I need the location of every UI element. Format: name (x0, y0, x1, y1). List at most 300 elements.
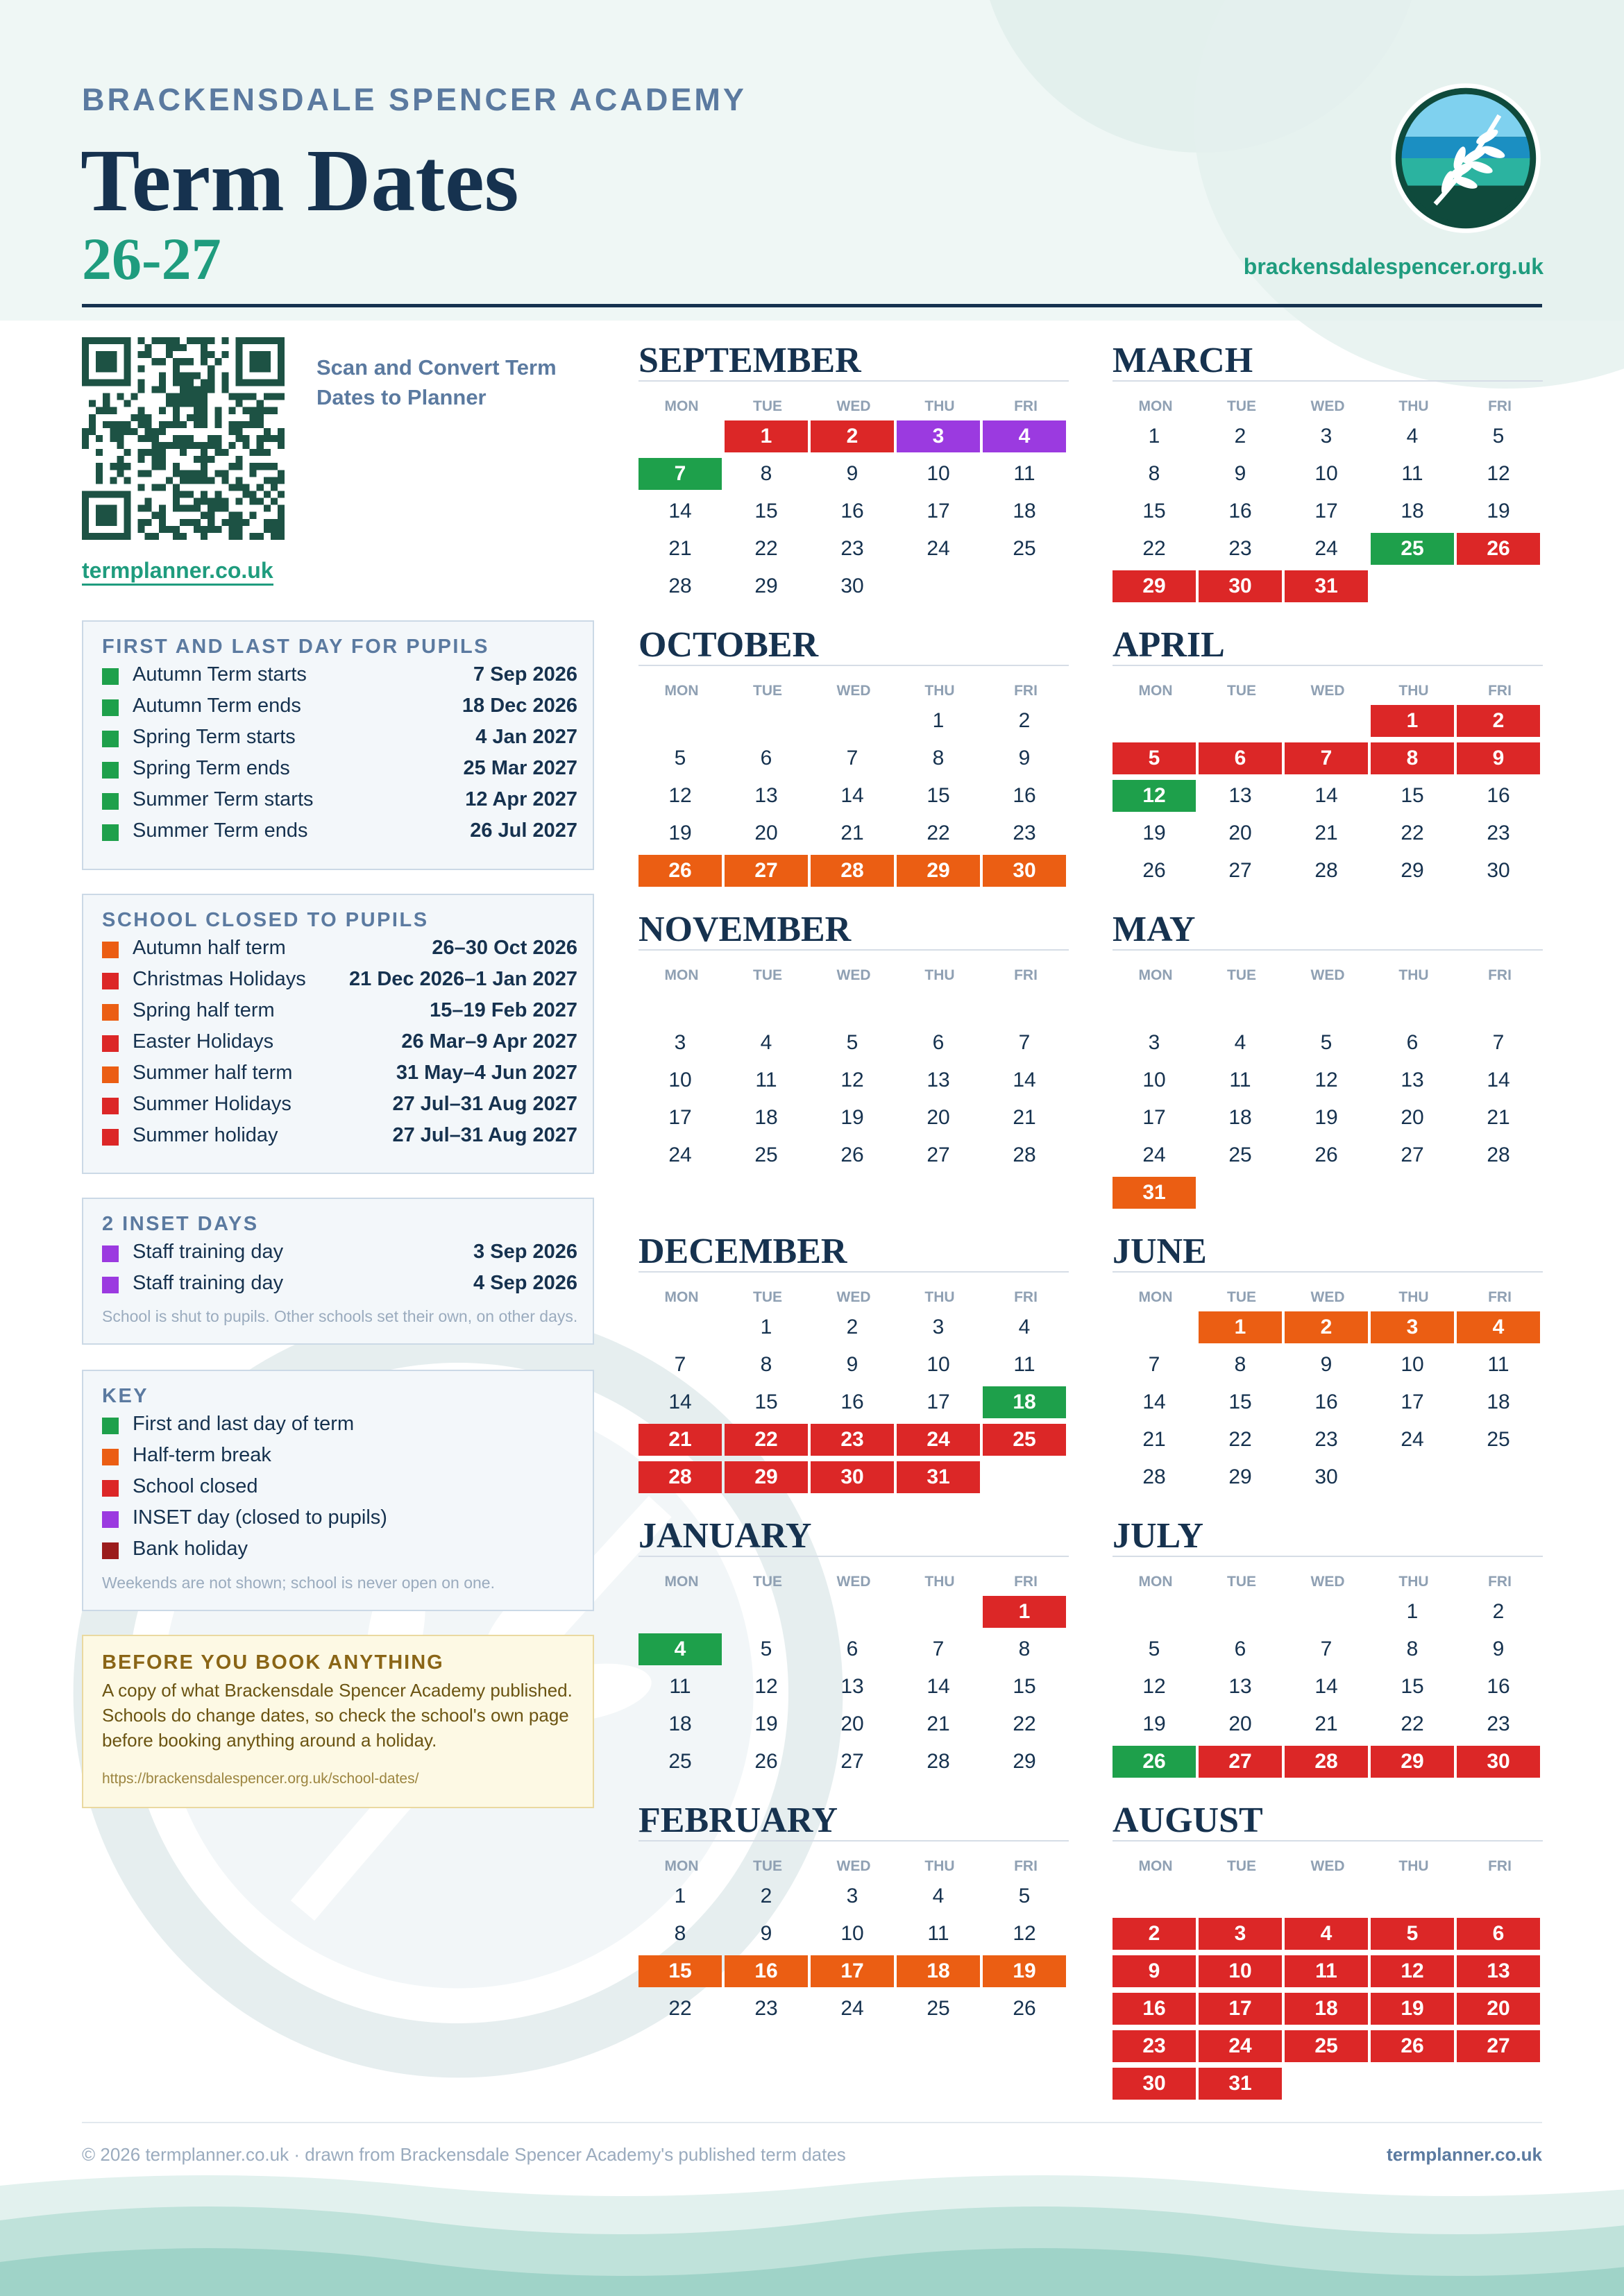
month-divider (1113, 1271, 1543, 1273)
weekday-header: FRI (1014, 1574, 1038, 1590)
weekday-header: TUE (1227, 1289, 1256, 1305)
color-swatch (102, 793, 119, 810)
calendar-day: 17 (1142, 1106, 1166, 1129)
calendar-day: 3 (846, 1885, 858, 1907)
calendar-day: 11 (1013, 1353, 1035, 1376)
month-name: APRIL (1113, 625, 1225, 665)
legend-date: 7 Sep 2026 (473, 663, 577, 686)
legend-date: 4 Jan 2027 (475, 726, 577, 748)
calendar-day: 2 (1457, 705, 1540, 737)
calendar-day: 25 (1013, 537, 1036, 560)
qr-caption: Scan and Convert Term Dates to Planner (316, 355, 557, 410)
weekday-header: FRI (1488, 1574, 1512, 1590)
calendar-day: 20 (1457, 1993, 1540, 2025)
calendar-day: 25 (668, 1750, 692, 1773)
page-title: Term Dates (81, 131, 519, 230)
calendar-day: 22 (927, 822, 950, 844)
calendar-day: 15 (1142, 500, 1166, 522)
weekday-header: THU (924, 1289, 955, 1305)
calendar-day: 21 (1314, 1712, 1338, 1735)
calendar-day: 17 (1401, 1391, 1424, 1413)
month-march (1113, 343, 1543, 634)
calendar-day: 13 (840, 1675, 864, 1698)
calendar-day: 13 (1457, 1955, 1540, 1987)
weekday-header: TUE (753, 1289, 782, 1305)
weekday-header: THU (1398, 967, 1429, 983)
calendar-day: 19 (1314, 1106, 1338, 1129)
calendar-day: 29 (1113, 570, 1196, 602)
calendar-day: 26 (1013, 1997, 1036, 2020)
weekday-header: THU (924, 398, 955, 414)
calendar-day: 16 (1487, 784, 1510, 807)
calendar-day: 23 (1113, 2030, 1196, 2062)
legend-label: Summer half term (133, 1062, 293, 1084)
weekday-header: TUE (753, 683, 782, 699)
weekday-header: TUE (1227, 683, 1256, 699)
legend-row (102, 757, 577, 785)
legend-row (102, 968, 577, 996)
month-divider (1113, 380, 1543, 382)
weekday-header: TUE (753, 1574, 782, 1590)
color-swatch (102, 668, 119, 685)
weekday-header: WED (1310, 1574, 1345, 1590)
calendar-day: 26 (1371, 2030, 1454, 2062)
calendar-day: 26 (638, 855, 722, 887)
month-name: SEPTEMBER (638, 341, 861, 380)
weekday-header: MON (664, 1858, 699, 1874)
weekday-header: WED (836, 683, 871, 699)
calendar-day: 16 (1487, 1675, 1510, 1698)
calendar-day: 29 (897, 855, 980, 887)
calendar-day: 2 (1018, 709, 1031, 732)
calendar-day: 29 (725, 1461, 808, 1493)
legend-label: Summer Term ends (133, 819, 308, 842)
calendar-day: 2 (1492, 1600, 1505, 1623)
calendar-day: 23 (1013, 822, 1036, 844)
weekday-header: WED (1310, 1858, 1345, 1874)
calendar-day: 31 (1285, 570, 1368, 602)
calendar-day: 23 (1487, 1712, 1510, 1735)
calendar-day: 21 (1487, 1106, 1510, 1129)
calendar-day: 30 (1457, 1746, 1540, 1778)
month-october (638, 627, 1069, 919)
calendar-day: 10 (1314, 462, 1338, 485)
month-name: OCTOBER (638, 625, 819, 665)
weekday-header: FRI (1014, 398, 1038, 414)
legend-label: School closed (133, 1475, 258, 1497)
calendar-day: 19 (1142, 822, 1166, 844)
calendar-day: 18 (1228, 1106, 1252, 1129)
panel-heading: FIRST AND LAST DAY FOR PUPILS (102, 636, 490, 658)
legend-row (102, 1538, 577, 1565)
color-swatch (102, 731, 119, 747)
calendar-day: 24 (668, 1143, 692, 1166)
month-december (638, 1234, 1069, 1525)
calendar-day: 22 (1142, 537, 1166, 560)
calendar-day: 15 (754, 1391, 778, 1413)
legend-row (102, 788, 577, 816)
calendar-day: 6 (932, 1031, 945, 1054)
calendar-day: 14 (927, 1675, 950, 1698)
calendar-day: 18 (1285, 1993, 1368, 2025)
color-swatch (102, 699, 119, 716)
weekday-header: TUE (753, 1858, 782, 1874)
calendar-day: 8 (760, 462, 772, 485)
calendar-day: 28 (811, 855, 894, 887)
calendar-day: 25 (983, 1424, 1066, 1456)
calendar-day: 13 (1401, 1069, 1424, 1091)
calendar-day: 14 (1487, 1069, 1510, 1091)
legend-row (102, 999, 577, 1027)
calendar-day: 11 (669, 1675, 691, 1698)
color-swatch (102, 1511, 119, 1528)
calendar-day: 26 (1113, 1746, 1196, 1778)
calendar-day: 22 (725, 1424, 808, 1456)
calendar-day: 27 (1401, 1143, 1424, 1166)
legend-date: 26–30 Oct 2026 (432, 937, 577, 959)
month-august (1113, 1803, 1543, 2094)
calendar-day: 15 (1228, 1391, 1252, 1413)
weekday-header: THU (924, 1574, 955, 1590)
calendar-day: 23 (811, 1424, 894, 1456)
warning-url-link[interactable]: https://brackensdalespencer.org.uk/school-dates/ (102, 1771, 419, 1787)
month-divider (638, 1271, 1069, 1273)
calendar-day: 2 (1113, 1918, 1196, 1950)
legend-label: Spring half term (133, 999, 275, 1021)
legend-date: 18 Dec 2026 (462, 695, 577, 717)
footer-link[interactable]: termplanner.co.uk (1387, 2144, 1542, 2165)
calendar-day: 1 (1371, 705, 1454, 737)
calendar-day: 5 (1492, 425, 1505, 448)
calendar-day: 20 (754, 822, 778, 844)
panel-heading: 2 INSET DAYS (102, 1213, 259, 1235)
calendar-day: 19 (668, 822, 692, 844)
calendar-day: 13 (754, 784, 778, 807)
calendar-day: 12 (1314, 1069, 1338, 1091)
calendar-day: 19 (1487, 500, 1510, 522)
weekday-header: WED (836, 967, 871, 983)
weekday-header: THU (1398, 683, 1429, 699)
calendar-day: 12 (1371, 1955, 1454, 1987)
calendar-day: 1 (674, 1885, 686, 1907)
school-name: BRACKENSDALE SPENCER ACADEMY (82, 82, 747, 117)
weekday-header: MON (1138, 1574, 1173, 1590)
calendar-day: 22 (1013, 1712, 1036, 1735)
calendar-day: 30 (840, 575, 864, 597)
weekday-header: TUE (753, 398, 782, 414)
calendar-day: 24 (1142, 1143, 1166, 1166)
weekday-header: TUE (1227, 967, 1256, 983)
color-swatch (102, 1542, 119, 1559)
legend-row (102, 1062, 577, 1089)
calendar-day: 4 (638, 1633, 722, 1665)
month-may (1113, 912, 1543, 1203)
legend-label: Summer Holidays (133, 1093, 291, 1115)
school-website-link[interactable]: brackensdalespencer.org.uk (1243, 254, 1543, 279)
legend-label: Easter Holidays (133, 1030, 274, 1053)
calendar-day: 25 (754, 1143, 778, 1166)
calendar-day: 31 (1113, 1177, 1196, 1209)
inset-days-panel (82, 1198, 594, 1345)
calendar-day: 6 (1457, 1918, 1540, 1950)
month-january (638, 1518, 1069, 1810)
weekday-header: MON (664, 1574, 699, 1590)
calendar-day: 7 (1492, 1031, 1505, 1054)
month-name: MAY (1113, 910, 1196, 949)
calendar-day: 10 (840, 1922, 864, 1945)
legend-date: 27 Jul–31 Aug 2027 (392, 1093, 577, 1115)
month-divider (1113, 1840, 1543, 1842)
calendar-day: 7 (1320, 1638, 1333, 1660)
calendar-day: 25 (1285, 2030, 1368, 2062)
calendar-day: 6 (846, 1638, 858, 1660)
calendar-day: 21 (1142, 1428, 1166, 1451)
calendar-day: 8 (760, 1353, 772, 1376)
calendar-day: 25 (1371, 533, 1454, 565)
legend-label: Christmas Holidays (133, 968, 306, 990)
calendar-day: 11 (1487, 1353, 1509, 1376)
calendar-day: 6 (1199, 742, 1282, 774)
calendar-day: 9 (1492, 1638, 1505, 1660)
legend-row (102, 1093, 577, 1121)
calendar-day: 7 (1018, 1031, 1031, 1054)
calendar-day: 29 (754, 575, 778, 597)
calendar-day: 12 (1487, 462, 1510, 485)
calendar-day: 6 (760, 747, 772, 769)
calendar-day: 10 (1401, 1353, 1424, 1376)
calendar-day: 4 (1457, 1311, 1540, 1343)
weekday-header: FRI (1488, 683, 1512, 699)
legend-row (102, 1475, 577, 1503)
weekday-header: FRI (1488, 398, 1512, 414)
calendar-day: 7 (1285, 742, 1368, 774)
calendar-day: 3 (1199, 1918, 1282, 1950)
calendar-day: 1 (983, 1596, 1066, 1628)
calendar-day: 28 (927, 1750, 950, 1773)
calendar-day: 21 (1013, 1106, 1036, 1129)
calendar-day: 29 (1013, 1750, 1036, 1773)
weekday-header: WED (836, 1858, 871, 1874)
weekday-header: FRI (1014, 1289, 1038, 1305)
calendar-day: 2 (811, 420, 894, 452)
calendar-day: 5 (1018, 1885, 1031, 1907)
legend-label: Summer Term starts (133, 788, 314, 810)
calendar-day: 22 (754, 537, 778, 560)
calendar-day: 16 (1228, 500, 1252, 522)
calendar-day: 19 (754, 1712, 778, 1735)
calendar-day: 21 (1314, 822, 1338, 844)
month-september (638, 343, 1069, 634)
calendar-day: 10 (668, 1069, 692, 1091)
calendar-day: 21 (668, 537, 692, 560)
calendar-day: 20 (840, 1712, 864, 1735)
calendar-day: 4 (1285, 1918, 1368, 1950)
legend-row (102, 695, 577, 722)
calendar-day: 17 (668, 1106, 692, 1129)
month-july (1113, 1518, 1543, 1810)
calendar-day: 12 (1142, 1675, 1166, 1698)
legend-label: Autumn half term (133, 937, 286, 959)
weekday-header: MON (664, 967, 699, 983)
calendar-day: 12 (1013, 1922, 1036, 1945)
calendar-day: 24 (1401, 1428, 1424, 1451)
color-swatch (102, 1035, 119, 1052)
calendar-day: 6 (1406, 1031, 1419, 1054)
calendar-day: 2 (1285, 1311, 1368, 1343)
calendar-day: 26 (1142, 859, 1166, 882)
weekday-header: MON (664, 1289, 699, 1305)
key-note: Weekends are not shown; school is never open on one. (102, 1574, 495, 1592)
legend-label: Autumn Term ends (133, 695, 301, 717)
calendar-day: 5 (1320, 1031, 1333, 1054)
calendar-day: 30 (1314, 1465, 1338, 1488)
calendar-day: 17 (927, 500, 950, 522)
legend-row (102, 1124, 577, 1152)
weekday-header: THU (1398, 1289, 1429, 1305)
calendar-day: 9 (1018, 747, 1031, 769)
calendar-day: 23 (1314, 1428, 1338, 1451)
calendar-day: 16 (1013, 784, 1036, 807)
calendar-day: 3 (897, 420, 980, 452)
legend-row (102, 726, 577, 754)
calendar-day: 8 (1406, 1638, 1419, 1660)
calendar-day: 9 (1457, 742, 1540, 774)
calendar-day: 15 (1401, 784, 1424, 807)
calendar-day: 23 (1487, 822, 1510, 844)
panel-heading: SCHOOL CLOSED TO PUPILS (102, 909, 429, 931)
calendar-day: 16 (1314, 1391, 1338, 1413)
month-divider (638, 1840, 1069, 1842)
calendar-day: 5 (1148, 1638, 1160, 1660)
color-swatch (102, 1129, 119, 1146)
legend-date: 4 Sep 2026 (473, 1272, 577, 1294)
calendar-day: 27 (1199, 1746, 1282, 1778)
panel-heading: KEY (102, 1385, 149, 1407)
calendar-day: 24 (1314, 537, 1338, 560)
color-swatch (102, 1066, 119, 1083)
calendar-day: 9 (1234, 462, 1246, 485)
calendar-day: 27 (927, 1143, 950, 1166)
month-november (638, 912, 1069, 1203)
month-june (1113, 1234, 1543, 1525)
legend-row (102, 1413, 577, 1440)
calendar-day: 24 (927, 537, 950, 560)
weekday-header: THU (1398, 398, 1429, 414)
legend-label: Staff training day (133, 1241, 284, 1263)
month-name: JUNE (1113, 1232, 1207, 1271)
calendar-day: 10 (927, 1353, 950, 1376)
calendar-day: 30 (1113, 2068, 1196, 2100)
calendar-day: 1 (1406, 1600, 1419, 1623)
weekday-header: TUE (1227, 398, 1256, 414)
calendar-day: 28 (1285, 1746, 1368, 1778)
legend-row (102, 1030, 577, 1058)
calendar-day: 4 (1234, 1031, 1246, 1054)
color-swatch (102, 824, 119, 841)
weekday-header: MON (1138, 1858, 1173, 1874)
color-swatch (102, 1004, 119, 1021)
calendar-day: 1 (1199, 1311, 1282, 1343)
legend-date: 15–19 Feb 2027 (430, 999, 577, 1021)
weekday-header: FRI (1488, 1289, 1512, 1305)
qr-code-icon[interactable] (82, 337, 285, 540)
calendar-day: 5 (1371, 1918, 1454, 1950)
calendar-day: 10 (1199, 1955, 1282, 1987)
calendar-day: 31 (1199, 2068, 1282, 2100)
calendar-day: 17 (1199, 1993, 1282, 2025)
calendar-day: 15 (927, 784, 950, 807)
calendar-day: 8 (1148, 462, 1160, 485)
calendar-day: 22 (1228, 1428, 1252, 1451)
weekday-header: THU (924, 683, 955, 699)
calendar-day: 4 (1018, 1316, 1031, 1338)
calendar-day: 2 (760, 1885, 772, 1907)
calendar-day: 7 (932, 1638, 945, 1660)
month-divider (638, 949, 1069, 951)
legend-date: 21 Dec 2026–1 Jan 2027 (349, 968, 577, 990)
weekday-header: FRI (1014, 967, 1038, 983)
legend-row (102, 1506, 577, 1534)
calendar-day: 12 (840, 1069, 864, 1091)
month-name: JULY (1113, 1516, 1204, 1556)
calendar-day: 26 (1457, 533, 1540, 565)
color-swatch (102, 1418, 119, 1434)
weekday-header: MON (1138, 1289, 1173, 1305)
legend-date: 3 Sep 2026 (473, 1241, 577, 1263)
calendar-day: 20 (1401, 1106, 1424, 1129)
calendar-day: 27 (840, 1750, 864, 1773)
calendar-day: 30 (811, 1461, 894, 1493)
weekday-header: WED (836, 1574, 871, 1590)
weekday-header: TUE (1227, 1858, 1256, 1874)
calendar-day: 31 (897, 1461, 980, 1493)
month-name: AUGUST (1113, 1801, 1263, 1840)
legend-label: Summer holiday (133, 1124, 278, 1146)
calendar-day: 29 (1371, 1746, 1454, 1778)
calendar-day: 30 (1199, 570, 1282, 602)
key-panel (82, 1370, 594, 1611)
calendar-day: 18 (897, 1955, 980, 1987)
termplanner-link[interactable]: termplanner.co.uk (82, 558, 273, 586)
calendar-day: 7 (1148, 1353, 1160, 1376)
calendar-day: 5 (846, 1031, 858, 1054)
calendar-day: 27 (725, 855, 808, 887)
calendar-day: 12 (754, 1675, 778, 1698)
calendar-day: 5 (1113, 742, 1196, 774)
color-swatch (102, 973, 119, 989)
calendar-day: 30 (983, 855, 1066, 887)
calendar-day: 29 (1401, 859, 1424, 882)
calendar-day: 14 (1314, 1675, 1338, 1698)
legend-label: Bank holiday (133, 1538, 248, 1560)
calendar-day: 3 (932, 1316, 945, 1338)
calendar-day: 3 (1320, 425, 1333, 448)
calendar-day: 26 (754, 1750, 778, 1773)
calendar-day: 17 (811, 1955, 894, 1987)
calendar-day: 19 (1371, 1993, 1454, 2025)
month-divider (1113, 1556, 1543, 1557)
academic-year: 26-27 (82, 226, 221, 292)
calendar-day: 7 (846, 747, 858, 769)
calendar-day: 9 (846, 462, 858, 485)
legend-label: INSET day (closed to pupils) (133, 1506, 387, 1529)
calendar-day: 11 (1285, 1955, 1368, 1987)
calendar-day: 12 (668, 784, 692, 807)
calendar-day: 21 (927, 1712, 950, 1735)
month-name: NOVEMBER (638, 910, 852, 949)
legend-label: Spring Term ends (133, 757, 290, 779)
calendar-day: 16 (840, 1391, 864, 1413)
